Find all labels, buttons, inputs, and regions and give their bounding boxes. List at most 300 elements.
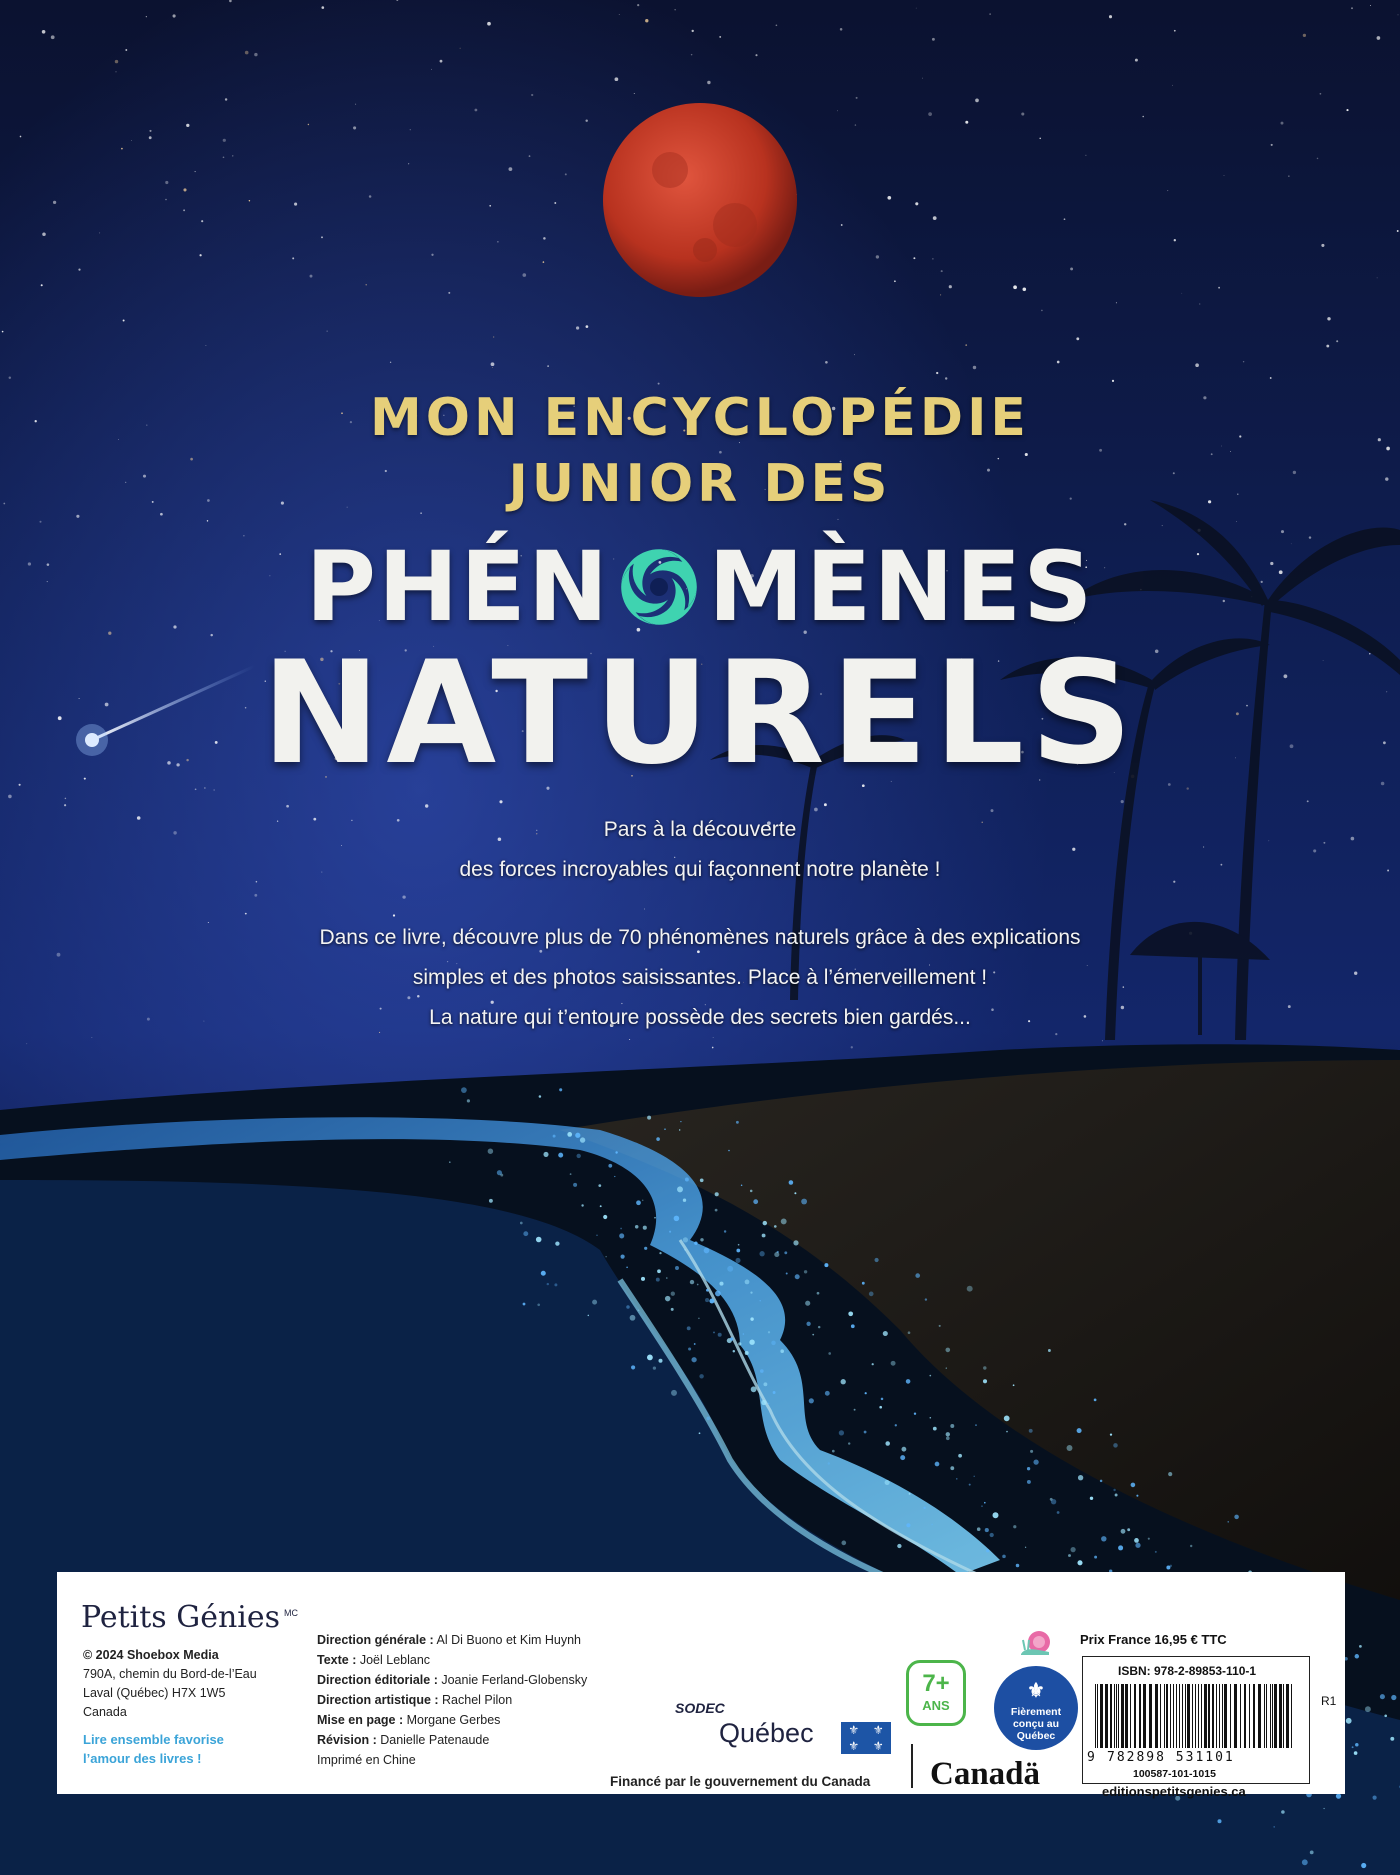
- snail-icon: [1015, 1622, 1055, 1662]
- back-cover-info-panel: [57, 1572, 1345, 1799]
- star: [1270, 377, 1272, 379]
- star: [1102, 1040, 1103, 1041]
- price: Prix France 16,95 € TTC: [1080, 1632, 1227, 1647]
- sparkle: [763, 1382, 767, 1386]
- sparkle: [848, 1311, 853, 1316]
- sparkle: [1390, 1737, 1394, 1741]
- star: [254, 53, 257, 56]
- sparkle: [588, 1315, 590, 1317]
- sparkle: [1025, 1547, 1026, 1548]
- sparkle: [750, 1317, 753, 1320]
- sparkle: [1365, 1706, 1371, 1712]
- funding-notice: Financé par le gouvernement du Canada: [610, 1774, 871, 1789]
- sparkle: [665, 1296, 671, 1302]
- sparkle: [536, 1237, 542, 1243]
- sparkle: [881, 1398, 884, 1401]
- sparkle: [1380, 1694, 1385, 1699]
- star: [645, 19, 648, 22]
- star: [199, 254, 201, 256]
- sparkle: [642, 1200, 644, 1202]
- sparkle: [930, 1417, 932, 1419]
- barcode-bar: [1100, 1684, 1103, 1748]
- star: [543, 237, 546, 240]
- sparkle: [984, 1502, 986, 1504]
- sparkle: [1310, 1851, 1314, 1855]
- sparkle: [615, 1151, 617, 1153]
- sparkle: [950, 1466, 954, 1470]
- barcode-bar: [1182, 1684, 1183, 1748]
- sparkle: [656, 1137, 660, 1141]
- sparkle: [608, 1164, 612, 1168]
- sparkle: [580, 1137, 585, 1142]
- red-moon: [603, 103, 797, 297]
- star: [1064, 218, 1066, 220]
- age-number: 7+: [922, 1670, 950, 1697]
- star: [183, 209, 185, 211]
- star: [294, 203, 297, 206]
- age-label: ANS: [922, 1698, 950, 1713]
- star: [509, 167, 513, 171]
- sparkle: [1090, 1497, 1093, 1500]
- star: [440, 60, 443, 63]
- star: [712, 1047, 714, 1049]
- star: [1327, 317, 1330, 320]
- sparkle: [1355, 1743, 1359, 1747]
- sparkle: [1048, 1349, 1051, 1352]
- credit-row: [317, 1650, 587, 1670]
- star: [201, 220, 203, 222]
- sparkle: [806, 1322, 810, 1326]
- star: [1041, 310, 1043, 312]
- star: [1243, 361, 1244, 362]
- star: [1307, 800, 1309, 802]
- barcode-bar: [1279, 1684, 1282, 1748]
- star: [949, 285, 952, 288]
- star: [493, 336, 494, 337]
- sparkle: [1346, 1718, 1352, 1724]
- sparkle: [1027, 1480, 1031, 1484]
- star: [53, 201, 56, 204]
- barcode-bar: [1208, 1684, 1210, 1748]
- barcode-bar: [1204, 1684, 1207, 1748]
- sparkle: [958, 1454, 962, 1458]
- quebec-logo: Québec: [719, 1718, 814, 1748]
- sparkle: [653, 1366, 656, 1369]
- star: [214, 789, 215, 790]
- star: [431, 69, 432, 70]
- star: [707, 81, 710, 84]
- star: [1326, 345, 1329, 348]
- star: [327, 331, 328, 332]
- sparkle: [851, 1324, 855, 1328]
- sparkle: [687, 1326, 691, 1330]
- star: [1398, 15, 1399, 16]
- sparkle: [630, 1315, 636, 1321]
- sparkle: [818, 1326, 820, 1328]
- star: [115, 71, 116, 72]
- sparkle: [750, 1190, 753, 1193]
- body-blurb: [0, 918, 1400, 1038]
- sparkle: [774, 1252, 779, 1257]
- sparkle: [945, 1348, 950, 1353]
- sparkle: [738, 1244, 740, 1246]
- credit-value: Al Di Buono et Kim Huynh: [433, 1633, 581, 1647]
- star: [916, 8, 917, 9]
- star: [286, 805, 289, 808]
- star: [928, 112, 932, 116]
- star: [1377, 36, 1381, 40]
- credit-row: [317, 1710, 587, 1730]
- sparkle: [909, 1493, 911, 1495]
- quebec-badge-text: Fièrement conçu au Québec: [1010, 1706, 1062, 1742]
- sparkle: [1354, 1751, 1358, 1755]
- sparkle: [1136, 1495, 1138, 1497]
- sparkle: [715, 1192, 719, 1196]
- slogan-line-1: Lire ensemble favorise: [83, 1732, 224, 1747]
- sparkle: [449, 1161, 451, 1163]
- sparkle: [914, 1412, 916, 1414]
- barcode-bar: [1176, 1684, 1177, 1748]
- star: [1057, 361, 1060, 364]
- title-line-3a: PHÉN: [305, 531, 611, 643]
- sparkle: [706, 1289, 709, 1292]
- sparkle: [795, 1274, 800, 1279]
- sparkle: [671, 1308, 674, 1311]
- star: [131, 140, 132, 141]
- sparkle: [614, 1176, 615, 1177]
- sparkle: [500, 1174, 503, 1177]
- sparkle: [697, 1284, 699, 1286]
- credit-label: Texte :: [317, 1653, 357, 1667]
- title-line-3: [0, 531, 1400, 643]
- star: [408, 163, 409, 164]
- sparkle: [841, 1379, 846, 1384]
- sparkle: [656, 1278, 660, 1282]
- star: [393, 914, 395, 916]
- star: [254, 894, 257, 897]
- sparkle: [1050, 1498, 1053, 1501]
- star: [576, 326, 579, 329]
- sparkle: [1135, 1543, 1140, 1548]
- star: [531, 94, 533, 96]
- sparkle: [981, 1505, 982, 1506]
- slogan: [83, 1730, 224, 1768]
- star: [755, 54, 757, 56]
- star: [115, 60, 118, 63]
- sparkle: [751, 1386, 757, 1392]
- barcode-bar: [1134, 1684, 1136, 1748]
- sparkle: [537, 1303, 540, 1306]
- sparkle: [946, 1436, 950, 1440]
- sparkle: [869, 1292, 874, 1297]
- star: [1351, 7, 1353, 9]
- star: [1370, 5, 1371, 6]
- barcode-lead-digit: 9: [1087, 1750, 1095, 1765]
- sparkle: [1078, 1475, 1083, 1480]
- sparkle: [677, 1186, 683, 1192]
- barcode-digits: 782898 531101: [1107, 1750, 1235, 1765]
- star: [165, 199, 167, 201]
- star: [249, 200, 250, 201]
- sparkle: [986, 1549, 989, 1552]
- star: [1181, 293, 1182, 294]
- sparkle: [1030, 1450, 1033, 1453]
- sparkle: [577, 1154, 581, 1158]
- sparkle: [489, 1199, 493, 1203]
- star: [529, 155, 531, 157]
- star: [369, 195, 372, 198]
- star: [634, 93, 635, 94]
- star: [65, 798, 67, 800]
- credit-label: Révision :: [317, 1733, 377, 1747]
- sparkle: [895, 1424, 897, 1426]
- sparkle: [939, 1325, 941, 1327]
- star: [1023, 288, 1027, 292]
- star: [149, 136, 152, 139]
- sparkle: [636, 1200, 641, 1205]
- star: [1174, 30, 1176, 32]
- star: [245, 913, 247, 915]
- barcode-bar: [1143, 1684, 1146, 1748]
- sparkle: [1352, 1746, 1354, 1748]
- star: [489, 205, 491, 207]
- sparkle: [671, 1390, 677, 1396]
- sparkle: [694, 1343, 696, 1345]
- title-line-4: NATURELS: [261, 631, 1139, 796]
- star: [547, 365, 549, 367]
- sparkle: [915, 1273, 920, 1278]
- star: [425, 804, 428, 807]
- star: [310, 275, 313, 278]
- star: [1199, 304, 1200, 305]
- star: [1039, 138, 1040, 139]
- star: [523, 273, 527, 277]
- barcode-bar: [1274, 1684, 1277, 1748]
- sparkle: [1113, 1443, 1118, 1448]
- sparkle: [885, 1441, 890, 1446]
- barcode-bar: [1272, 1684, 1273, 1748]
- star: [851, 1046, 853, 1048]
- sparkle: [828, 1352, 831, 1355]
- sparkle: [647, 1116, 651, 1120]
- barcode-bar: [1234, 1684, 1237, 1748]
- star: [491, 362, 495, 366]
- sparkle: [606, 1256, 607, 1257]
- credit-row: [317, 1730, 587, 1750]
- star: [487, 22, 491, 26]
- sparkle: [1077, 1560, 1082, 1565]
- barcode-bar: [1222, 1684, 1223, 1748]
- sparkle: [854, 1409, 856, 1411]
- star: [1172, 85, 1173, 86]
- sparkle: [659, 1252, 661, 1254]
- sparkle: [554, 1283, 557, 1286]
- logo-text: Petits Génies: [81, 1600, 281, 1635]
- star: [173, 14, 176, 17]
- sparkle: [592, 1300, 597, 1305]
- website-link[interactable]: editionspetitsgenies.ca: [1102, 1784, 1246, 1799]
- barcode-bar: [1139, 1684, 1141, 1748]
- sparkle: [573, 1183, 577, 1187]
- sparkle: [1033, 1459, 1038, 1464]
- sparkle: [461, 1087, 467, 1093]
- sparkle: [621, 1255, 625, 1259]
- sparkle: [600, 1205, 602, 1207]
- star: [989, 13, 990, 14]
- barcode-bar: [1116, 1684, 1117, 1748]
- sparkle: [1190, 1545, 1192, 1547]
- star: [965, 344, 967, 346]
- fleur-de-lis-icon: ⚜: [1027, 1680, 1045, 1702]
- sparkle: [619, 1233, 624, 1238]
- star: [1142, 116, 1144, 118]
- star: [1121, 800, 1124, 803]
- body-line-1: Dans ce livre, découvre plus de 70 phénomènes naturels grâce à des explications: [319, 926, 1081, 949]
- sparkle: [900, 1455, 905, 1460]
- sparkle: [644, 1247, 647, 1250]
- sparkle: [596, 1234, 598, 1236]
- sparkle: [575, 1133, 580, 1138]
- sparkle: [1094, 1556, 1097, 1559]
- sparkle: [488, 1148, 494, 1154]
- star: [1397, 230, 1399, 232]
- sparkle: [555, 1241, 559, 1245]
- sparkle: [626, 1266, 628, 1268]
- sparkle: [891, 1361, 896, 1366]
- barcode-bar: [1249, 1684, 1250, 1748]
- star: [965, 121, 968, 124]
- sparkle: [773, 1391, 776, 1394]
- sparkle: [812, 1334, 814, 1336]
- sparkle: [872, 1363, 874, 1365]
- sparkle: [1336, 1793, 1341, 1798]
- sparkle: [683, 1199, 686, 1202]
- star: [499, 800, 502, 803]
- star: [675, 9, 676, 10]
- sparkle: [985, 1528, 989, 1532]
- star: [615, 77, 619, 81]
- credit-value: Joanie Ferland-Globensky: [437, 1673, 588, 1687]
- sparkle: [685, 1178, 689, 1182]
- sparkle: [759, 1251, 764, 1256]
- sparkle: [897, 1544, 901, 1548]
- star: [887, 196, 891, 200]
- star: [1174, 239, 1176, 241]
- barcode-bar: [1266, 1684, 1267, 1748]
- sparkle: [657, 1269, 661, 1273]
- sparkle: [598, 1184, 601, 1187]
- sparkle: [690, 1280, 694, 1284]
- sparkle: [1016, 1564, 1020, 1568]
- sparkle: [730, 1337, 733, 1340]
- sparkle: [1170, 1565, 1172, 1567]
- sparkle: [839, 1430, 844, 1435]
- sparkle: [715, 1209, 718, 1212]
- barcode-bar: [1240, 1684, 1241, 1748]
- sparkle: [1148, 1538, 1150, 1540]
- sparkle: [1217, 1819, 1221, 1823]
- barcode-bar: [1160, 1684, 1161, 1748]
- barcode-bar: [1244, 1684, 1246, 1748]
- credit-row: [317, 1630, 587, 1650]
- sparkle: [1118, 1545, 1123, 1550]
- star: [42, 233, 46, 237]
- sparkle: [704, 1248, 710, 1254]
- sparkle: [743, 1333, 745, 1335]
- barcode-bar: [1291, 1684, 1292, 1748]
- star: [1195, 363, 1199, 367]
- sparkle: [719, 1282, 723, 1286]
- star: [876, 255, 879, 258]
- barcode-bar: [1283, 1684, 1284, 1748]
- logo-mark: MC: [284, 1608, 299, 1618]
- star: [586, 325, 589, 328]
- sparkle: [683, 1237, 688, 1242]
- barcode-bar: [1173, 1684, 1174, 1748]
- sparkle: [865, 1392, 867, 1394]
- sparkle: [700, 1178, 704, 1182]
- star: [1218, 287, 1220, 289]
- sparkle: [933, 1427, 937, 1431]
- sparkle: [771, 1341, 776, 1346]
- sparkle: [908, 1331, 911, 1334]
- star: [183, 188, 186, 191]
- star: [1281, 122, 1284, 125]
- sparkle: [671, 1292, 675, 1296]
- star: [355, 104, 356, 105]
- barcode-bar: [1258, 1684, 1261, 1748]
- sparkle: [547, 1283, 549, 1285]
- star: [824, 803, 827, 806]
- sparkle: [706, 1417, 710, 1421]
- sparkle: [643, 1226, 647, 1230]
- sparkle: [885, 1480, 890, 1485]
- sparkle: [1359, 1645, 1362, 1648]
- sparkle: [825, 1391, 830, 1396]
- sparkle: [1067, 1445, 1073, 1451]
- sparkle: [558, 1153, 563, 1158]
- sparkle: [647, 1354, 653, 1360]
- sparkle: [763, 1221, 767, 1225]
- star: [8, 795, 12, 799]
- credit-value: Rachel Pilon: [438, 1693, 513, 1707]
- sparkle: [570, 1173, 572, 1175]
- barcode-bar: [1187, 1684, 1190, 1748]
- star: [692, 30, 694, 32]
- barcode-bar: [1125, 1684, 1128, 1748]
- intro-line-2: des forces incroyables qui façonnent notre planète !: [459, 858, 941, 881]
- sparkle: [973, 1476, 974, 1477]
- sparkle: [862, 1282, 865, 1285]
- sparkle: [780, 1349, 784, 1353]
- sodec-logo: SODEC: [675, 1700, 725, 1716]
- star: [125, 49, 127, 51]
- sparkle: [950, 1424, 954, 1428]
- star: [2, 331, 4, 333]
- sparkle: [1013, 1525, 1016, 1528]
- sparkle: [1002, 1555, 1006, 1559]
- publisher-address: [83, 1646, 257, 1722]
- sparkle: [674, 1216, 680, 1222]
- star: [42, 30, 46, 34]
- sparkle: [1094, 1399, 1097, 1402]
- sparkle: [848, 1442, 850, 1444]
- star: [195, 171, 196, 172]
- sparkle: [1234, 1515, 1239, 1520]
- star: [932, 258, 933, 259]
- sparkle: [467, 1099, 470, 1102]
- star: [51, 35, 55, 39]
